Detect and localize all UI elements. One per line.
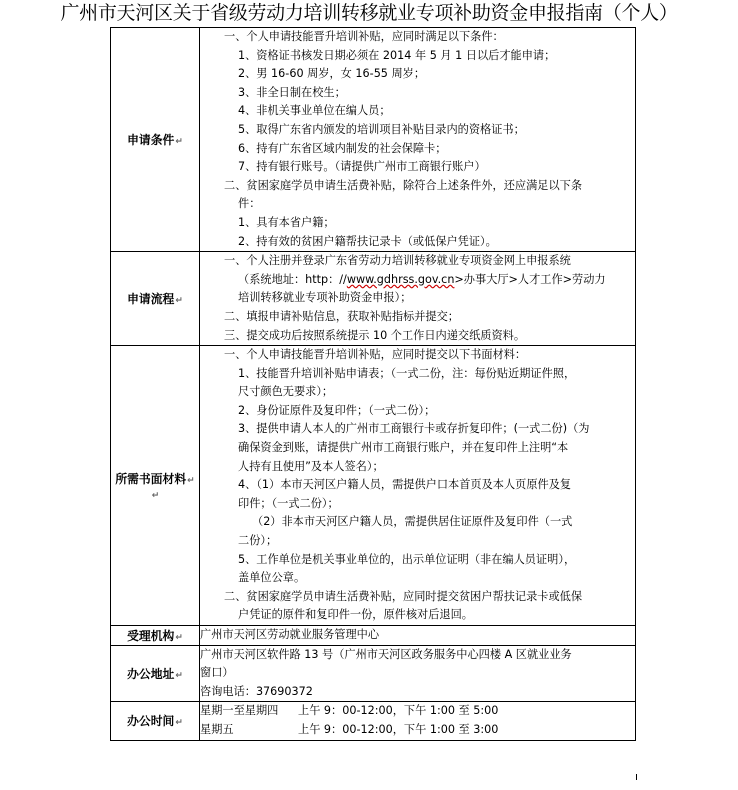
row-agency [111, 626, 636, 646]
row-hours [111, 702, 636, 740]
content-hours [200, 702, 636, 740]
text-line: 盖单位公章。 [238, 571, 306, 585]
label-address: 办公地址↵ [111, 645, 200, 702]
text-line: 户凭证的原件和复印件一份，原件核对后退回。 [238, 608, 473, 622]
content-conditions [200, 28, 636, 252]
system-url-link[interactable]: www.gdhrss.gov.cn [346, 272, 455, 286]
page-title: 广州市天河区关于省级劳动力培训转移就业专项补助资金申报指南（个人） [60, 2, 678, 24]
text-line: 3、非全日制在校生； [238, 85, 346, 99]
text-line: 人持有且使用”及本人签名）； [238, 459, 384, 473]
label-conditions: 申请条件↵ [111, 28, 200, 252]
label-agency: 受理机构↵ [111, 626, 200, 646]
text-line: 1、技能晋升培训补贴申请表；（一式二份，注：每份贴近期证件照， [238, 366, 576, 380]
text-line: 一、个人注册并登录广东省劳动力培训转移就业专项资金网上申报系统 [224, 254, 571, 268]
text-line: 6、持有广东省区域内制发的社会保障卡； [238, 141, 447, 155]
text-line: 二份）； [238, 534, 278, 548]
text-line: 4、非机关事业单位在编人员； [238, 104, 391, 118]
row-materials [111, 346, 636, 626]
text-line: 1、资格证书核发日期必须在 2014 年 5 月 1 日以后才能申请； [238, 48, 556, 62]
text-line: 一、个人申请技能晋升培训补贴，应同时提交以下书面材料： [224, 348, 527, 362]
label-hours: 办公时间↵ [111, 702, 200, 740]
text-line: 5、取得广东省内颁发的培训项目补贴目录内的资格证书； [238, 122, 525, 136]
text-line: 二、填报申请补贴信息，获取补贴指标并提交； [224, 309, 459, 323]
address-line: 广州市天河区软件路 13 号（广州市天河区政务服务中心四楼 A 区就业业务 [200, 647, 572, 661]
content-materials [200, 346, 636, 626]
text-line: 尺寸颜色无要求）； [238, 385, 334, 399]
label-process: 申请流程↵ [111, 252, 200, 346]
phone-line: 咨询电话：37690372 [200, 684, 313, 698]
content-agency [200, 626, 636, 646]
text-line: 一、个人申请技能晋升培训补贴，应同时满足以下条件： [224, 30, 504, 43]
text-line: 4、（1）本市天河区户籍人员，需提供户口本首页及本人页原件及复 [238, 478, 572, 492]
text-line: 2、身份证原件及复印件；（一式二份）； [238, 403, 436, 417]
text-line: 确保资金到账，请提供广州市工商银行账户，并在复印件上注明“本 [238, 441, 569, 455]
text-line: （系统地址：http：//www.gdhrss.gov.cn>办事大厅>人才工作>劳动力 [238, 272, 606, 286]
content-process [200, 252, 636, 346]
address-line: 窗口） [200, 666, 234, 680]
text-line: 3、提供申请人本人的广州市工商银行卡或存折复印件；(一式二份)（为 [238, 422, 590, 436]
table-corner-mark [636, 774, 637, 780]
text-line: 5、工作单位是机关事业单位的，出示单位证明（非在编人员证明）， [238, 552, 576, 566]
text-line: 2、持有效的贫困户籍帮扶记录卡（或低保户凭证）。 [238, 234, 497, 248]
row-process [111, 252, 636, 346]
label-materials: 所需书面材料↵ ↵ [111, 346, 200, 626]
text-line: （2）非本市天河区户籍人员，需提供居住证原件及复印件（一式 [252, 515, 573, 529]
text-line: 件： [238, 197, 261, 211]
row-conditions [111, 28, 636, 252]
text-line: 2、男 16-60 周岁，女 16-55 周岁； [238, 67, 426, 81]
text-line: 1、具有本省户籍； [238, 215, 335, 229]
content-address [200, 645, 636, 702]
hours-friday: 星期五 上午 9：00-12:00，下午 1:00 至 3:00 [200, 722, 499, 736]
text-line: 培训转移就业专项补助资金申报）； [238, 291, 412, 305]
agency-name: 广州市天河区劳动就业服务管理中心 [200, 628, 380, 641]
text-line: 二、贫困家庭学员申请生活费补贴，应同时提交贫困户帮扶记录卡或低保 [224, 589, 583, 603]
hours-weekday: 星期一至星期四 上午 9：00-12:00，下午 1:00 至 5:00 [200, 704, 499, 718]
text-line: 三、提交成功后按照系统提示 10 个工作日内递交纸质资料。 [224, 328, 526, 342]
row-address [111, 645, 636, 702]
text-line: 7、持有银行账号。（请提供广州市工商银行账户） [238, 160, 486, 174]
text-line: 二、贫困家庭学员申请生活费补贴，除符合上述条件外，还应满足以下条 [224, 178, 583, 192]
text-line: 印件；（一式二份）； [238, 496, 339, 510]
guide-table [110, 27, 636, 741]
